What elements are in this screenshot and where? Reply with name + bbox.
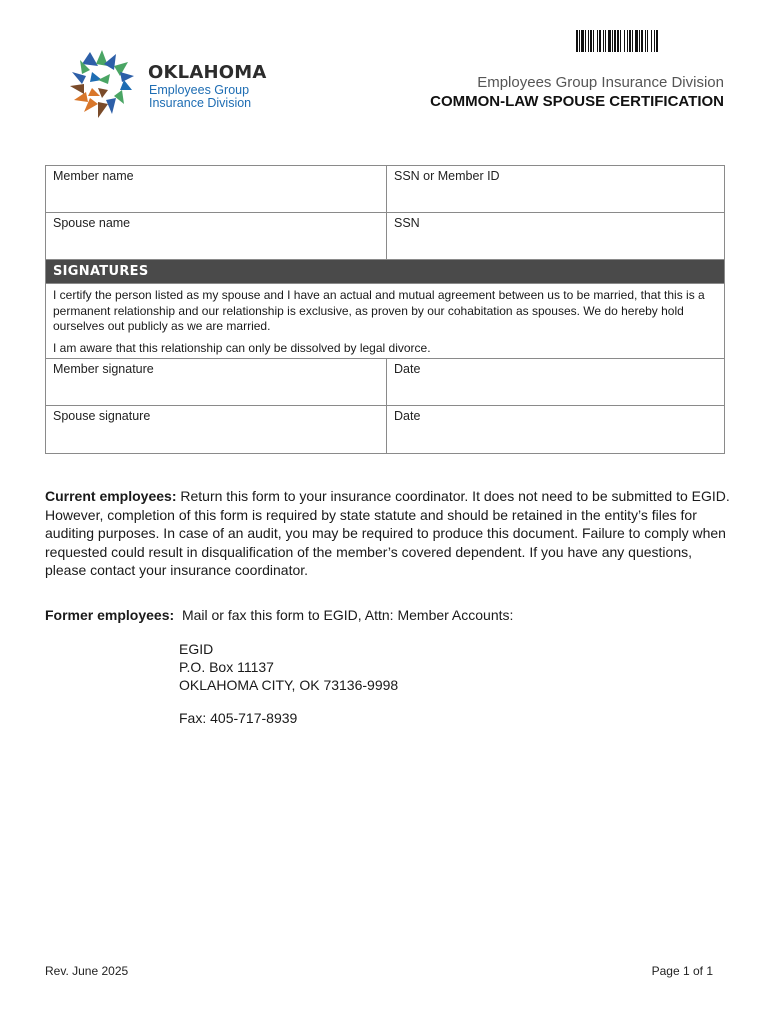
dissolve-text: I am aware that this relationship can only be dissolved by legal divorce. bbox=[53, 340, 431, 355]
certification-form bbox=[45, 165, 725, 454]
member-signature-label: Member signature bbox=[53, 362, 154, 376]
ssn-member-id-field[interactable] bbox=[387, 166, 724, 212]
former-employees-instructions bbox=[45, 606, 735, 625]
spouse-signature-row bbox=[46, 406, 724, 453]
spouse-row bbox=[46, 213, 724, 260]
revision-date: Rev. June 2025 bbox=[45, 964, 129, 978]
page-number: Page 1 of 1 bbox=[651, 964, 713, 978]
spouse-name-label: Spouse name bbox=[53, 216, 131, 230]
current-employees-text: Return this form to your insurance coordinator. It does not need to be submitted to EGID. However, completion of this form is required by state statute and should be retained in the entity’s files for auditing purposes. In case of an audit, you may be required to produce this document. Failure to comply when requested could result in disqualification of the member’s covered dependent. If you have any questions, please contact your insurance coordinator. bbox=[45, 488, 730, 578]
member-date-field[interactable] bbox=[387, 359, 724, 405]
current-employees-instructions bbox=[45, 487, 735, 580]
division-name: Employees Group Insurance Division bbox=[477, 74, 724, 91]
logo-subtitle-line1: Employees Group bbox=[149, 83, 250, 97]
spouse-ssn-field[interactable] bbox=[387, 213, 724, 259]
ssn-member-id-label: SSN or Member ID bbox=[394, 169, 500, 183]
spouse-date-field[interactable] bbox=[387, 406, 724, 453]
member-signature-field[interactable] bbox=[46, 359, 387, 405]
member-date-label: Date bbox=[394, 362, 421, 376]
current-employees-label: Current employees: bbox=[45, 488, 177, 504]
oklahoma-egid-logo bbox=[68, 50, 268, 120]
spouse-signature-label: Spouse signature bbox=[53, 409, 151, 423]
member-row bbox=[46, 166, 724, 213]
logo-subtitle-line2: Insurance Division bbox=[149, 96, 252, 110]
signatures-section-header: SIGNATURES bbox=[46, 260, 724, 284]
former-employees-label: Former employees: bbox=[45, 607, 175, 623]
barcode bbox=[576, 30, 724, 52]
fax-number: Fax: 405-717-8939 bbox=[179, 710, 298, 726]
certify-text: I certify the person listed as my spouse and I have an actual and mutual agreement between us to be married, that this is a permanent relationship and our relationship is exclusive, as proven by our cohabitation as spouses. We do hereby hold ourselves out publicly as we are married. bbox=[53, 288, 705, 333]
member-name-label: Member name bbox=[53, 169, 134, 183]
member-signature-row bbox=[46, 359, 724, 406]
address-line3: OKLAHOMA CITY, OK 73136-9998 bbox=[179, 677, 399, 693]
address-line2: P.O. Box 11137 bbox=[179, 659, 274, 675]
former-employees-text: Mail or fax this form to EGID, Attn: Member Accounts: bbox=[174, 607, 514, 623]
member-name-field[interactable] bbox=[46, 166, 387, 212]
spouse-date-label: Date bbox=[394, 409, 421, 423]
star-logo-icon bbox=[68, 50, 138, 120]
spouse-ssn-label: SSN bbox=[394, 216, 420, 230]
logo-wordmark: OKLAHOMA bbox=[148, 62, 267, 83]
spouse-name-field[interactable] bbox=[46, 213, 387, 259]
address-line1: EGID bbox=[179, 641, 214, 657]
certification-statement bbox=[46, 284, 724, 359]
spouse-signature-field[interactable] bbox=[46, 406, 387, 453]
form-title: COMMON-LAW SPOUSE CERTIFICATION bbox=[430, 93, 724, 110]
